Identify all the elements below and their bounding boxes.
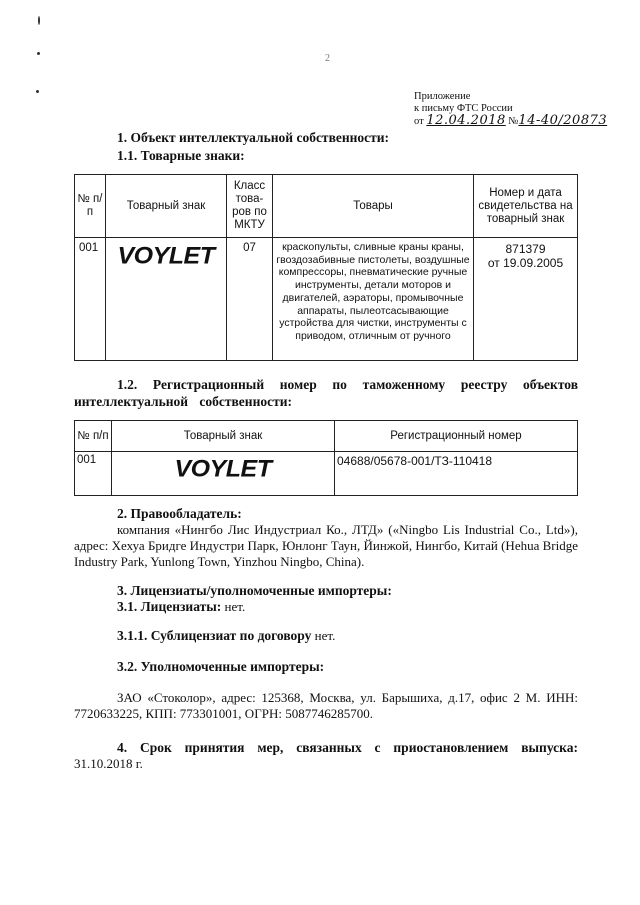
section12-title: 1.2. Регистрационный номер по таможенному реестру объектов интеллектуальной собственности: bbox=[74, 377, 578, 409]
attachment-note bbox=[414, 91, 607, 128]
row-num: 001 bbox=[75, 238, 106, 361]
row-class: 07 bbox=[227, 238, 273, 361]
registration-number: 04688/05678-001/ТЗ-110418 bbox=[335, 452, 578, 496]
scan-mark bbox=[37, 52, 40, 55]
trademark-logo-cell bbox=[106, 238, 227, 361]
sublicensee-value: нет. bbox=[314, 628, 336, 643]
trademarks-table bbox=[74, 174, 578, 361]
scan-mark bbox=[38, 16, 40, 25]
col-header-reg-number: Регистрационный номер bbox=[335, 421, 578, 452]
section1-title: 1. Объект интеллектуальной собственности: bbox=[117, 130, 390, 145]
licensees-value: нет. bbox=[224, 599, 246, 614]
scan-mark bbox=[36, 90, 39, 93]
row-certificate bbox=[474, 238, 578, 361]
letter-number: 14-40/20873 bbox=[518, 113, 608, 128]
col-header-num: № п/п bbox=[75, 421, 112, 452]
col-header-class: Класс това-ров по МКТУ bbox=[227, 175, 273, 238]
col-header-trademark: Товарный знак bbox=[106, 175, 227, 238]
col-header-trademark: Товарный знак bbox=[112, 421, 335, 452]
section2-title: 2. Правообладатель: bbox=[117, 506, 242, 521]
section4-date: 31.10.2018 г. bbox=[74, 756, 143, 771]
section311-line: 3.1.1. Сублицензиат по договору нет. bbox=[117, 628, 336, 643]
letter-date-line: от 12.04.2018 №14-40/20873 bbox=[414, 113, 608, 128]
section32-title: 3.2. Уполномоченные импортеры: bbox=[117, 659, 325, 674]
section3-title: 3. Лицензиаты/уполномоченные импортеры: bbox=[117, 583, 392, 598]
attachment-label: Приложение bbox=[414, 91, 471, 102]
section11-title: 1.1. Товарные знаки: bbox=[117, 148, 245, 163]
row-goods: краскопульты, сливные краны краны, гвоздозабивные пистолеты, воздушные компрессоры, пневматические ручные инструменты, детали моторов и двигателей, аэраторы, промывочные аппараты, пылеотсасывающие устройства для чистки, инструменты с приводом, отличным от ручного bbox=[273, 238, 474, 361]
col-header-certificate: Номер и дата свидетельства на товарный знак bbox=[474, 175, 578, 238]
voylet-logo: VOYLET bbox=[174, 455, 272, 483]
col-header-goods: Товары bbox=[273, 175, 474, 238]
registry-table bbox=[74, 420, 578, 496]
trademark-logo-cell bbox=[112, 452, 335, 496]
importer-text: ЗАО «Стоколор», адрес: 125368, Москва, ул. Барышиха, д.17, офис 2 М. ИНН: 7720633225, КПП: 773301001, ОГРН: 5087746285700. bbox=[74, 690, 578, 721]
certificate-number: 871379 bbox=[505, 242, 546, 256]
table-row bbox=[75, 452, 578, 496]
table-header-row bbox=[75, 421, 578, 452]
certificate-date: от 19.09.2005 bbox=[487, 256, 564, 270]
voylet-logo: VOYLET bbox=[117, 242, 215, 270]
letter-label: к письму ФТС России bbox=[414, 103, 513, 114]
section4-title: 4. Срок принятия мер, связанных с приостановлением выпуска: bbox=[117, 740, 578, 755]
page-number: 2 bbox=[325, 53, 330, 64]
section4 bbox=[74, 740, 578, 772]
table-row bbox=[75, 238, 578, 361]
letter-date: 12.04.2018 bbox=[426, 113, 506, 128]
rightholder-text: компания «Нингбо Лис Индустриал Ко., ЛТД» («Ningbo Lis Industrial Co., Ltd»), адрес: Хехуа Бридге Индустри Парк, Юнлонг Таун, Йинжой, Нингбо, Китай (Hehua Bridge Industry Park, Yunlong Town, Yinzhou Ningbo, China). bbox=[74, 522, 578, 569]
row-num: 001 bbox=[75, 452, 112, 496]
section31-line: 3.1. Лицензиаты: нет. bbox=[117, 599, 246, 614]
col-header-num: № п/п bbox=[75, 175, 106, 238]
table-header-row bbox=[75, 175, 578, 238]
